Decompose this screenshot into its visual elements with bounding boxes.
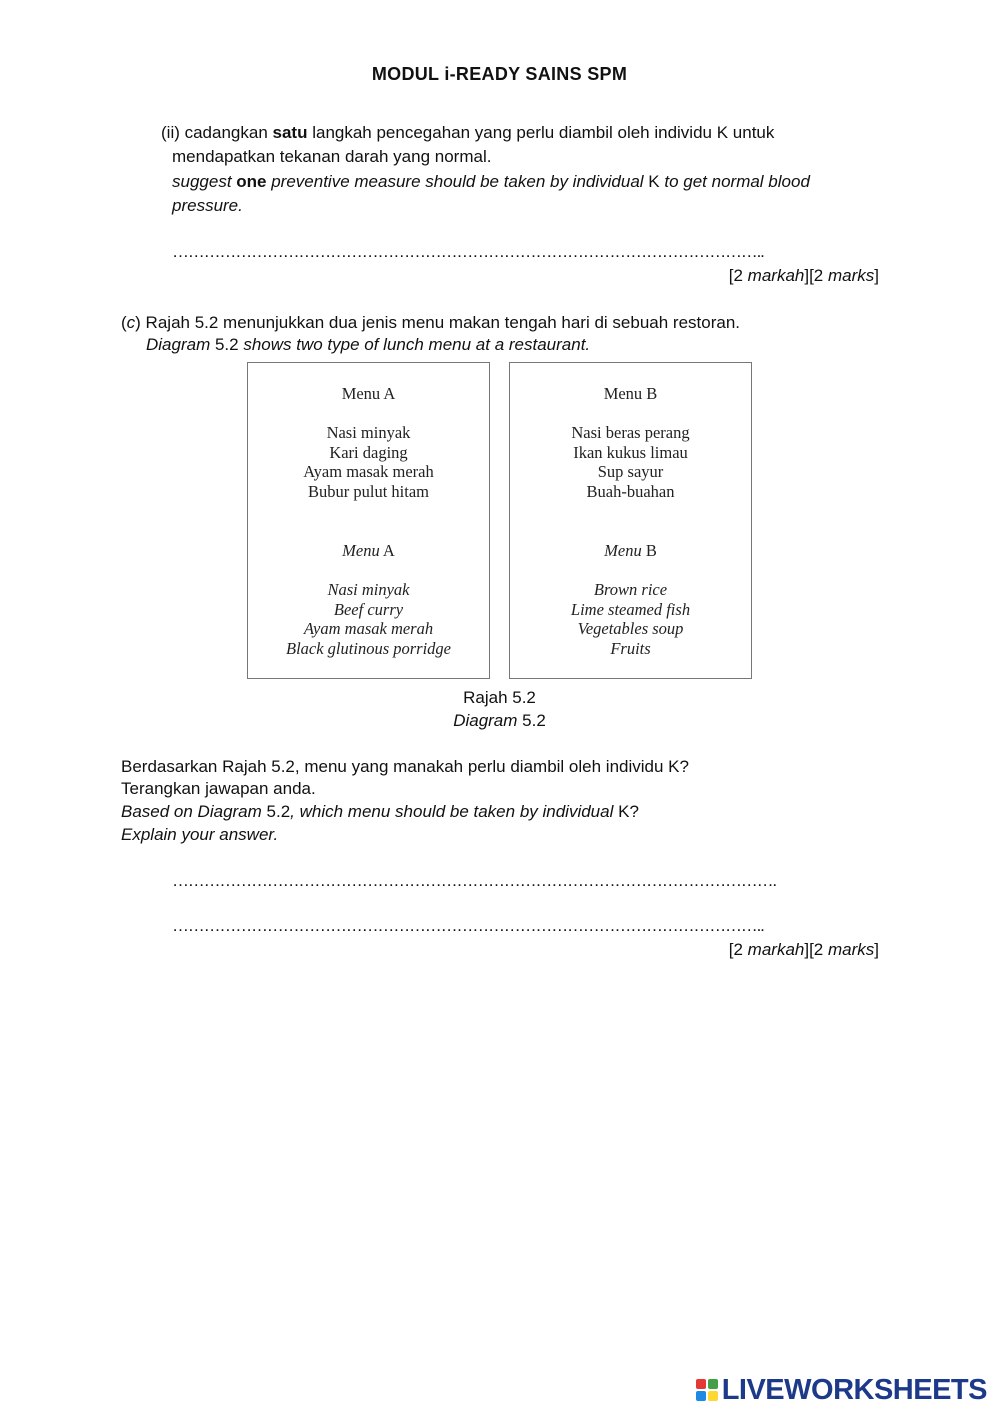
question-c2-line-1: Berdasarkan Rajah 5.2, menu yang manakah perlu diambil oleh individu K? — [121, 757, 689, 776]
menu-b-title: Menu B — [603, 384, 658, 403]
menu-a-item: Nasi minyak — [326, 423, 411, 443]
menu-b-title-en: Menu B — [604, 540, 657, 560]
menu-a-item-en: Nasi minyak — [327, 579, 410, 599]
menu-b-box — [509, 362, 752, 679]
menu-a-item-en: Beef curry — [333, 599, 404, 619]
menu-b-item-en: Lime steamed fish — [570, 599, 691, 619]
answer-line-ii[interactable]: ………………………………………………………………………………………………….. — [172, 242, 764, 261]
question-ii-line-3: suggest one preventive measure should be taken by individual K to get normal blood — [172, 172, 810, 191]
answer-line-c-1[interactable]: ……………………………………………………………………………………………………. — [172, 871, 776, 890]
menu-b-item-en: Brown rice — [593, 579, 668, 599]
figure-caption-ms: Rajah 5.2 — [463, 688, 536, 707]
question-ii-line-4: pressure. — [172, 196, 243, 215]
liveworksheets-logo-icon — [696, 1379, 718, 1401]
menu-a-item: Kari daging — [329, 442, 408, 462]
menu-a-item: Ayam masak merah — [303, 462, 434, 482]
menu-b-item: Nasi beras perang — [571, 423, 690, 443]
menu-b-item: Sup sayur — [597, 462, 664, 482]
menu-b-item-en: Vegetables soup — [577, 619, 684, 639]
question-ii-line-1: (ii) cadangkan satu langkah pencegahan yang perlu diambil oleh individu K untuk — [161, 123, 775, 142]
question-c2-line-3: Based on Diagram 5.2, which menu should be taken by individual K? — [121, 802, 639, 821]
answer-line-c-2[interactable]: ………………………………………………………………………………………………….. — [172, 916, 764, 935]
menu-a-item-en: Ayam masak merah — [303, 619, 434, 639]
question-ii-line-2: mendapatkan tekanan darah yang normal. — [172, 147, 492, 166]
menu-a-title: Menu A — [341, 384, 396, 403]
question-c2-line-2: Terangkan jawapan anda. — [121, 779, 316, 798]
menu-a-item-en: Black glutinous porridge — [286, 638, 451, 658]
menu-b-item: Ikan kukus limau — [573, 442, 688, 462]
menu-b-item: Buah-buahan — [586, 481, 675, 501]
liveworksheets-logo[interactable] — [696, 1375, 987, 1405]
question-c-line-1: (c) Rajah 5.2 menunjukkan dua jenis menu makan tengah hari di sebuah restoran. — [121, 313, 740, 332]
menu-a-title-en: Menu A — [342, 540, 395, 560]
figure-caption-en: Diagram 5.2 — [453, 711, 546, 730]
question-c2-line-4: Explain your answer. — [121, 825, 279, 844]
question-c-line-2: Diagram 5.2 shows two type of lunch menu at a restaurant. — [146, 335, 591, 354]
menu-a-item: Bubur pulut hitam — [308, 481, 429, 501]
menu-a-box — [247, 362, 490, 679]
menu-b-item-en: Fruits — [610, 638, 651, 658]
logo-text: LIVEWORKSHEETS — [721, 1373, 987, 1406]
page-title: MODUL i-READY SAINS SPM — [371, 64, 628, 84]
marks-c: [2 markah][2 marks] — [728, 940, 879, 959]
marks-ii: [2 markah][2 marks] — [728, 266, 879, 285]
